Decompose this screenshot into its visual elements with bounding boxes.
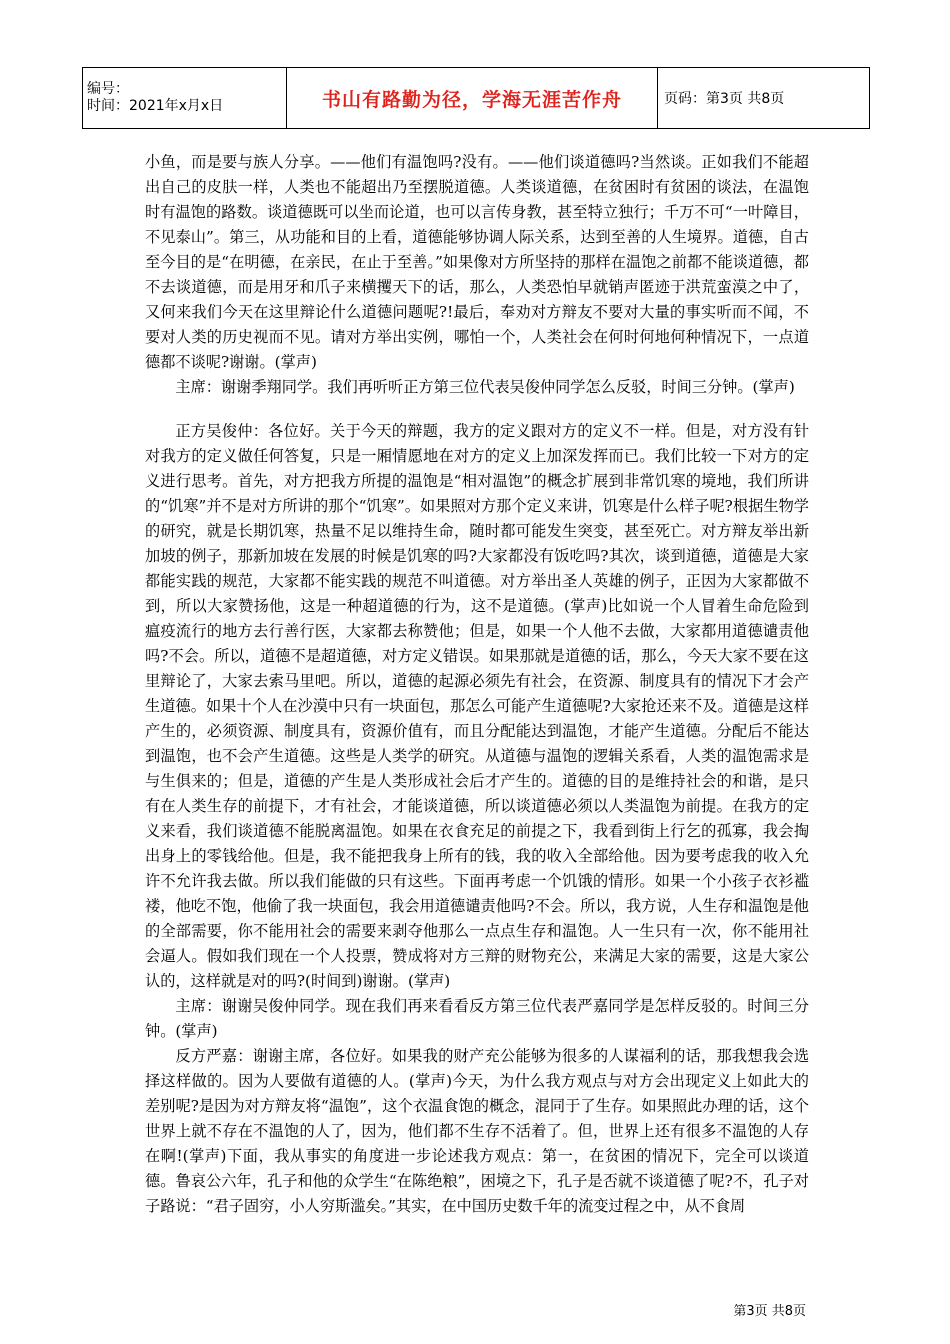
header-motto: 书山有路勤为径，学海无涯苦作舟 bbox=[287, 68, 658, 129]
document-date-label: 时间：2021年x月x日 bbox=[87, 98, 224, 114]
document-number-label: 编号： bbox=[87, 81, 129, 97]
header-page-label: 页码：第3页 共8页 bbox=[658, 68, 870, 129]
document-header bbox=[82, 67, 870, 129]
paragraph: 反方严嘉：谢谢主席，各位好。如果我的财产充公能够为很多的人谋福利的话，那我想我会选择这样做的。因为人要做有道德的人。(掌声)今天，为什么我方观点与对方会出现定义上如此大的差别呢?是因为对方辩友将“温饱”，这个衣温食饱的概念，混同于了生存。如果照此办理的话，这个世界上就不存在不温饱的人了，因为，他们都不生存不活着了。但，世界上还有很多不温饱的人存在啊!(掌声)下面，我从事实的角度进一步论述我方观点：第一，在贫困的情况下，完全可以谈道德。鲁哀公六年，孔子和他的众学生“在陈绝粮”，困境之下，孔子是否就不谈道德了呢?不，孔子对子路说：“君子固穷，小人穷斯滥矣。”其实，在中国历史数千年的流变过程之中，从不食周 bbox=[145, 1047, 809, 1215]
page-footer: 第3页 共8页 bbox=[733, 1304, 806, 1319]
paragraph: 主席：谢谢吴俊仲同学。现在我们再来看看反方第三位代表严嘉同学是怎样反驳的。时间三分钟。(掌声) bbox=[145, 997, 809, 1040]
paragraph: 小鱼，而是要与族人分享。——他们有温饱吗?没有。——他们谈道德吗?当然谈。正如我们不能超出自己的皮肤一样，人类也不能超出乃至摆脱道德。人类谈道德，在贫困时有贫困的谈法，在温饱时有温饱的路数。谈道德既可以坐而论道，也可以言传身教，甚至特立独行；千万不可“一叶障目，不见泰山”。第三，从功能和目的上看，道德能够协调人际关系，达到至善的人生境界。道德，自古至今目的是“在明德，在亲民，在止于至善。”如果像对方所坚持的那样在温饱之前都不能谈道德，都不去谈道德，而是用牙和爪子来横攫天下的话，那么，人类恐怕早就销声匿迹于洪荒蛮漠之中了，又何来我们今天在这里辩论什么道德问题呢?!最后，奉劝对方辩友不要对大量的事实听而不闻，不要对人类的历史视而不见。请对方举出实例，哪怕一个，人类社会在何时何地何种情况下，一点道德都不谈呢?谢谢。(掌声) bbox=[145, 153, 809, 371]
document-body bbox=[145, 150, 809, 1219]
paragraph: 正方吴俊仲：各位好。关于今天的辩题，我方的定义跟对方的定义不一样。但是，对方没有针对我方的定义做任何答复，只是一厢情愿地在对方的定义上加深发挥而已。我们比较一下对方的定义进行思考。首先，对方把我方所提的温饱是“相对温饱”的概念扩展到非常饥寒的境地，我们所讲的“饥寒”并不是对方所讲的那个“饥寒”。如果照对方那个定义来讲，饥寒是什么样子呢?根据生物学的研究，就是长期饥寒，热量不足以维持生命，随时都可能发生突变，甚至死亡。对方辩友举出新加坡的例子，那新加坡在发展的时候是饥寒的吗?大家都没有饭吃吗?其次，谈到道德，道德是大家都能实践的规范，大家都不能实践的规范不叫道德。对方举出圣人英雄的例子，正因为大家都做不到，所以大家赞扬他，这是一种超道德的行为，这不是道德。(掌声)比如说一个人冒着生命危险到瘟疫流行的地方去行善行医，大家都去称赞他；但是，如果一个人他不去做，大家都用道德谴责他吗?不会。所以，道德不是超道德，对方定义错误。如果那就是道德的话，那么，今天大家不要在这里辩论了，大家去索马里吧。所以，道德的起源必须先有社会，在资源、制度具有的情况下才会产生道德。如果十个人在沙漠中只有一块面包，那怎么可能产生道德呢?大家抢还来不及。道德是这样产生的，必须资源、制度具有，资源价值有，而且分配能达到温饱，才能产生道德。分配后不能达到温饱，也不会产生道德。这些是人类学的研究。从道德与温饱的逻辑关系看，人类的温饱需求是与生俱来的；但是，道德的产生是人类形成社会后才产生的。道德的目的是维持社会的和谐，是只有在人类生存的前提下，才有社会，才能谈道德，所以谈道德必须以人类温饱为前提。在我方的定义来看，我们谈道德不能脱离温饱。如果在衣食充足的前提之下，我看到街上行乞的孤寡，我会掏出身上的零钱给他。但是，我不能把我身上所有的钱，我的收入全部给他。因为要考虑我的收入允许不允许我去做。所以我们能做的只有这些。下面再考虑一个饥饿的情形。如果一个小孩子衣衫褴褛，他吃不饱，他偷了我一块面包，我会用道德谴责他吗?不会。所以，我方说，人生存和温饱是他的全部需要，你不能用社会的需要来剥夺他那么一点点生存和温饱。人一生只有一次，你不能用社会逼人。假如我们现在一个人投票，赞成将对方三辩的财物充公，来满足大家的需要，这是大家公认的，这样就是对的吗?(时间到)谢谢。(掌声) bbox=[145, 422, 809, 990]
header-meta-cell bbox=[83, 68, 287, 129]
paragraph: 主席：谢谢季翔同学。我们再听听正方第三位代表吴俊仲同学怎么反驳，时间三分钟。(掌声) bbox=[175, 378, 795, 396]
